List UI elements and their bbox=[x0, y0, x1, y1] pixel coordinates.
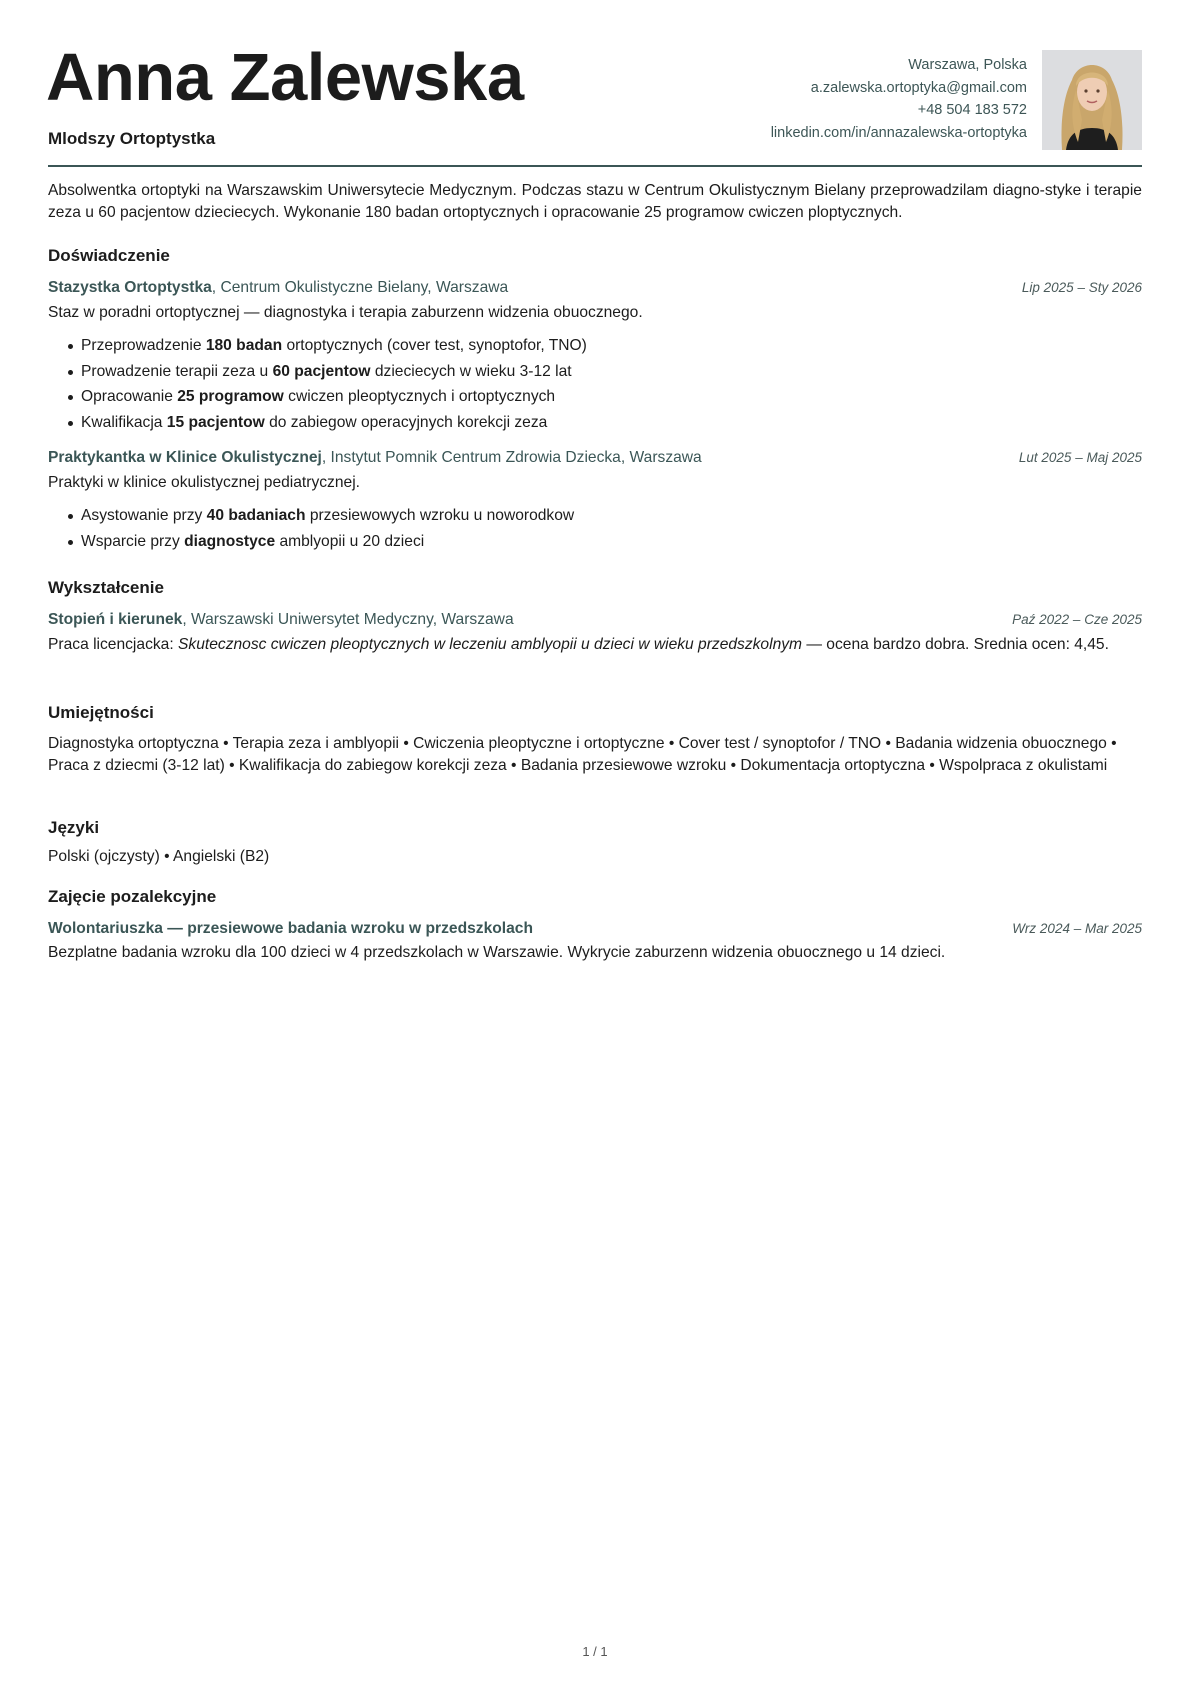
header-divider bbox=[48, 165, 1142, 167]
contact-location: Warszawa, Polska bbox=[908, 57, 1027, 73]
resume-page bbox=[46, 0, 1142, 961]
skills-text: Diagnostyka ortoptyczna • Terapia zeza i amblyopii • Cwiczenia pleoptyczne i ortoptyczne • Cover test / synoptofor / TNO • Badania widzenia obuocznego • Praca z dziecmi (3-12 lat) • Kwalifikacja do zabiegow korekcji zeza • Badania przesiewowe wzroku • Dokumentacja ortoptyczna • Wspolpraca z okulistami bbox=[48, 735, 1117, 774]
bullet-item: Opracowanie 25 programow cwiczen pleoptycznych i ortoptycznych bbox=[81, 384, 587, 410]
entry-org: , Instytut Pomnik Centrum Zdrowia Dziecka, Warszawa bbox=[321, 449, 702, 466]
entry-description: Praktyki w klinice okulistycznej pediatrycznej. bbox=[48, 474, 360, 491]
entry-role: Praktykantka w Klinice Okulistycznej bbox=[48, 449, 322, 466]
thesis-text: Praca licencjacka: Skutecznosc cwiczen pleoptycznych w leczeniu amblyopii u dzieci w wieku przedszkolnym — ocena bardzo dobra. Srednia ocen: 4,45. bbox=[48, 636, 1109, 653]
entry-role: Wolontariuszka — przesiewowe badania wzroku w przedszkolach bbox=[48, 920, 533, 937]
page-number: 1 / 1 bbox=[582, 1644, 608, 1659]
education-entry-header bbox=[48, 611, 1142, 629]
experience-entry-1-bullets bbox=[48, 333, 587, 435]
job-title: Mlodszy Ortoptystka bbox=[48, 129, 216, 148]
entry-org: , Warszawski Uniwersytet Medyczny, Warszawa bbox=[182, 611, 514, 628]
section-title-languages: Języki bbox=[48, 818, 100, 837]
bullet-item: Asystowanie przy 40 badaniach przesiewowych wzroku u noworodkow bbox=[81, 503, 574, 529]
entry-date: Paź 2022 – Cze 2025 bbox=[1012, 612, 1142, 627]
bullet-item: Prowadzenie terapii zeza u 60 pacjentow dzieciecych w wieku 3-12 lat bbox=[81, 359, 587, 385]
portrait-icon bbox=[1042, 50, 1142, 150]
section-title-skills: Umiejętności bbox=[48, 703, 154, 722]
entry-date: Lut 2025 – Maj 2025 bbox=[1018, 450, 1142, 465]
experience-entry-1-header bbox=[48, 279, 1142, 297]
extracurricular-entry-header bbox=[48, 920, 1142, 938]
languages-text: Polski (ojczysty) • Angielski (B2) bbox=[48, 848, 270, 865]
contact-phone[interactable]: +48 504 183 572 bbox=[917, 102, 1027, 118]
contact-info bbox=[771, 54, 1027, 144]
thesis-title: Skutecznosc cwiczen pleoptycznych w leczeniu amblyopii u dzieci w wieku przedszkolnym bbox=[178, 636, 803, 653]
section-title-experience: Doświadczenie bbox=[48, 246, 170, 265]
summary-text: Absolwentka ortoptyki na Warszawskim Uniwersytecie Medycznym. Podczas stazu w Centrum Okulistycznym Bielany przeprowadzilam diagno-styke i terapie zeza u 60 pacjentow dzieciecych. Wykonanie 180 badan ortoptycznych i opracowanie 25 programow cwiczen ploptycznych. bbox=[48, 182, 1142, 221]
section-title-education: Wykształcenie bbox=[48, 578, 164, 597]
bullet-item: Wsparcie przy diagnostyce amblyopii u 20 dzieci bbox=[81, 529, 574, 555]
contact-email[interactable]: a.zalewska.ortoptyka@gmail.com bbox=[810, 79, 1027, 96]
profile-photo bbox=[1042, 50, 1142, 150]
entry-org: , Centrum Okulistyczne Bielany, Warszawa bbox=[211, 279, 509, 296]
entry-role: Stopień i kierunek bbox=[48, 611, 183, 628]
section-title-extracurricular: Zajęcie pozalekcyjne bbox=[48, 887, 217, 906]
experience-entry-2-header bbox=[48, 449, 1142, 467]
contact-linkedin[interactable]: linkedin.com/in/annazalewska-ortoptyka bbox=[770, 124, 1027, 141]
entry-date: Wrz 2024 – Mar 2025 bbox=[1012, 921, 1142, 936]
candidate-name: Anna Zalewska bbox=[46, 40, 524, 115]
bullet-item: Przeprowadzenie 180 badan ortoptycznych (cover test, synoptofor, TNO) bbox=[81, 333, 587, 359]
entry-role: Stazystka Ortoptystka bbox=[48, 279, 212, 296]
bullet-item: Kwalifikacja 15 pacjentow do zabiegow operacyjnych korekcji zeza bbox=[81, 410, 587, 436]
entry-description: Bezplatne badania wzroku dla 100 dzieci w 4 przedszkolach w Warszawie. Wykrycie zaburzenn widzenia obuocznego u 14 dzieci. bbox=[48, 944, 946, 961]
entry-date: Lip 2025 – Sty 2026 bbox=[1021, 280, 1142, 295]
entry-description: Staz w poradni ortoptycznej — diagnostyka i terapia zaburzenn widzenia obuocznego. bbox=[48, 304, 643, 321]
experience-entry-2-bullets bbox=[48, 503, 574, 554]
resume-header bbox=[48, 0, 1142, 167]
